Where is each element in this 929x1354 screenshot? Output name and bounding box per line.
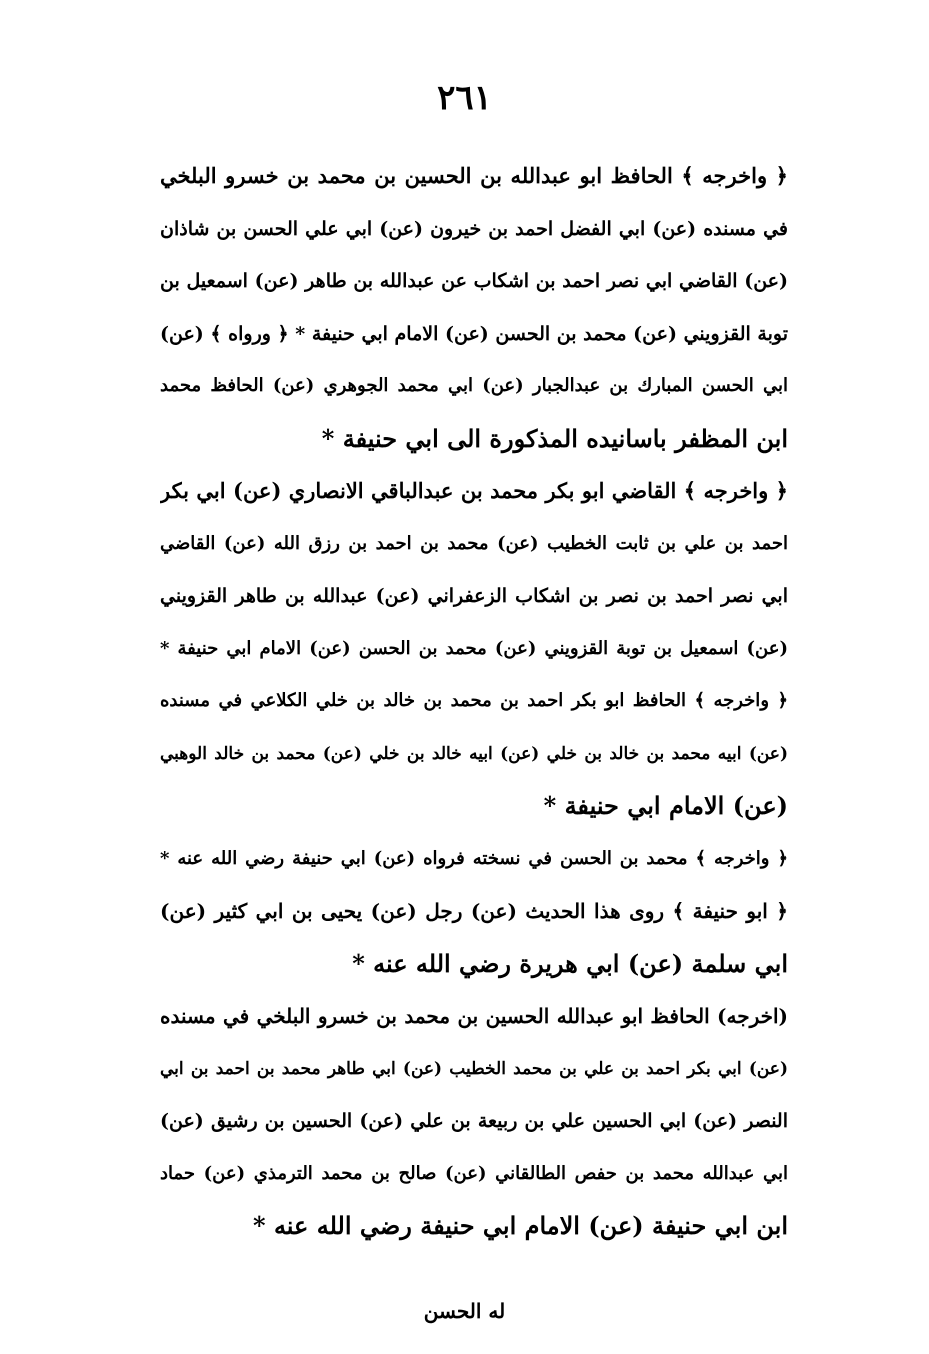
text-line: ﴿ واخرجه ﴾ الحافظ ابو عبدالله بن الحسين بن محمد بن خسرو البلخي	[160, 163, 788, 188]
text-line: ابن المظفر باسانيده المذكورة الى ابي حنيفة *	[321, 423, 788, 453]
text-line: ابي عبدالله محمد بن حفص الطالقاني (عن) صالح بن محمد الترمذي (عن) حماد	[160, 1162, 788, 1184]
text-line: ابن ابي حنيفة (عن) الامام ابي حنيفة رضي الله عنه *	[253, 1211, 788, 1240]
text-line: ابي الحسن المبارك بن عبدالجبار (عن) ابي محمد الجوهري (عن) الحافظ محمد	[160, 375, 788, 396]
text-line: (عن) القاضي ابي نصر احمد بن اشكاب عن عبدالله بن طاهر (عن) اسمعيل بن	[160, 270, 788, 292]
text-line: ابي سلمة (عن) ابي هريرة رضي الله عنه *	[352, 948, 788, 978]
body-text	[160, 150, 788, 1253]
text-line: ابي نصر احمد بن نصر بن اشكاب الزعفراني (عن) عبدالله بن طاهر القزويني	[160, 585, 788, 607]
text-line: في مسنده (عن) ابي الفضل احمد بن خيرون (عن) ابي علي الحسن بن شاذان	[160, 217, 788, 240]
text-line: (عن) اسمعيل بن توبة القزويني (عن) محمد بن الحسن (عن) الامام ابي حنيفة *	[160, 637, 788, 659]
text-line: (اخرجه) الحافظ ابو عبدالله الحسين بن محمد بن خسرو البلخي في مسنده	[160, 1004, 788, 1028]
text-line: (عن) ابي بكر احمد بن علي بن محمد الخطيب (عن) ابي طاهر محمد بن احمد بن ابي	[160, 1058, 788, 1079]
text-line: ﴿ واخرجه ﴾ القاضي ابو بكر محمد بن عبدالباقي الانصاري (عن) ابي بكر	[160, 478, 788, 503]
text-line: النصر (عن) ابي الحسين علي بن ربيعة بن علي (عن) الحسين بن رشيق (عن)	[160, 1110, 788, 1132]
text-line: (عن) ابيه محمد بن خالد بن خلي (عن) ابيه خالد بن خلي (عن) محمد بن خالد الوهبي	[160, 743, 788, 764]
page-number: ٢٦١	[437, 78, 492, 118]
text-line: (عن) الامام ابي حنيفة *	[543, 791, 788, 820]
text-line: احمد بن علي بن ثابت الخطيب (عن) محمد بن احمد بن رزق الله (عن) القاضي	[160, 532, 788, 554]
text-line: ﴿ ابو حنيفة ﴾ روى هذا الحديث (عن) رجل (عن) يحيى بن ابي كثير (عن)	[160, 899, 788, 923]
text-line: ﴿ واخرجه ﴾ محمد بن الحسن في نسخته فرواه (عن) ابي حنيفة رضي الله عنه *	[160, 847, 788, 869]
footnote: له الحسن	[423, 1299, 506, 1323]
text-line: توبة القزويني (عن) محمد بن الحسن (عن) الامام ابي حنيفة * ﴿ ورواه ﴾ (عن)	[160, 322, 788, 345]
text-line: ﴿ واخرجه ﴾ الحافظ ابو بكر احمد بن محمد بن خالد بن خلي الكلاعي في مسنده	[160, 690, 788, 711]
